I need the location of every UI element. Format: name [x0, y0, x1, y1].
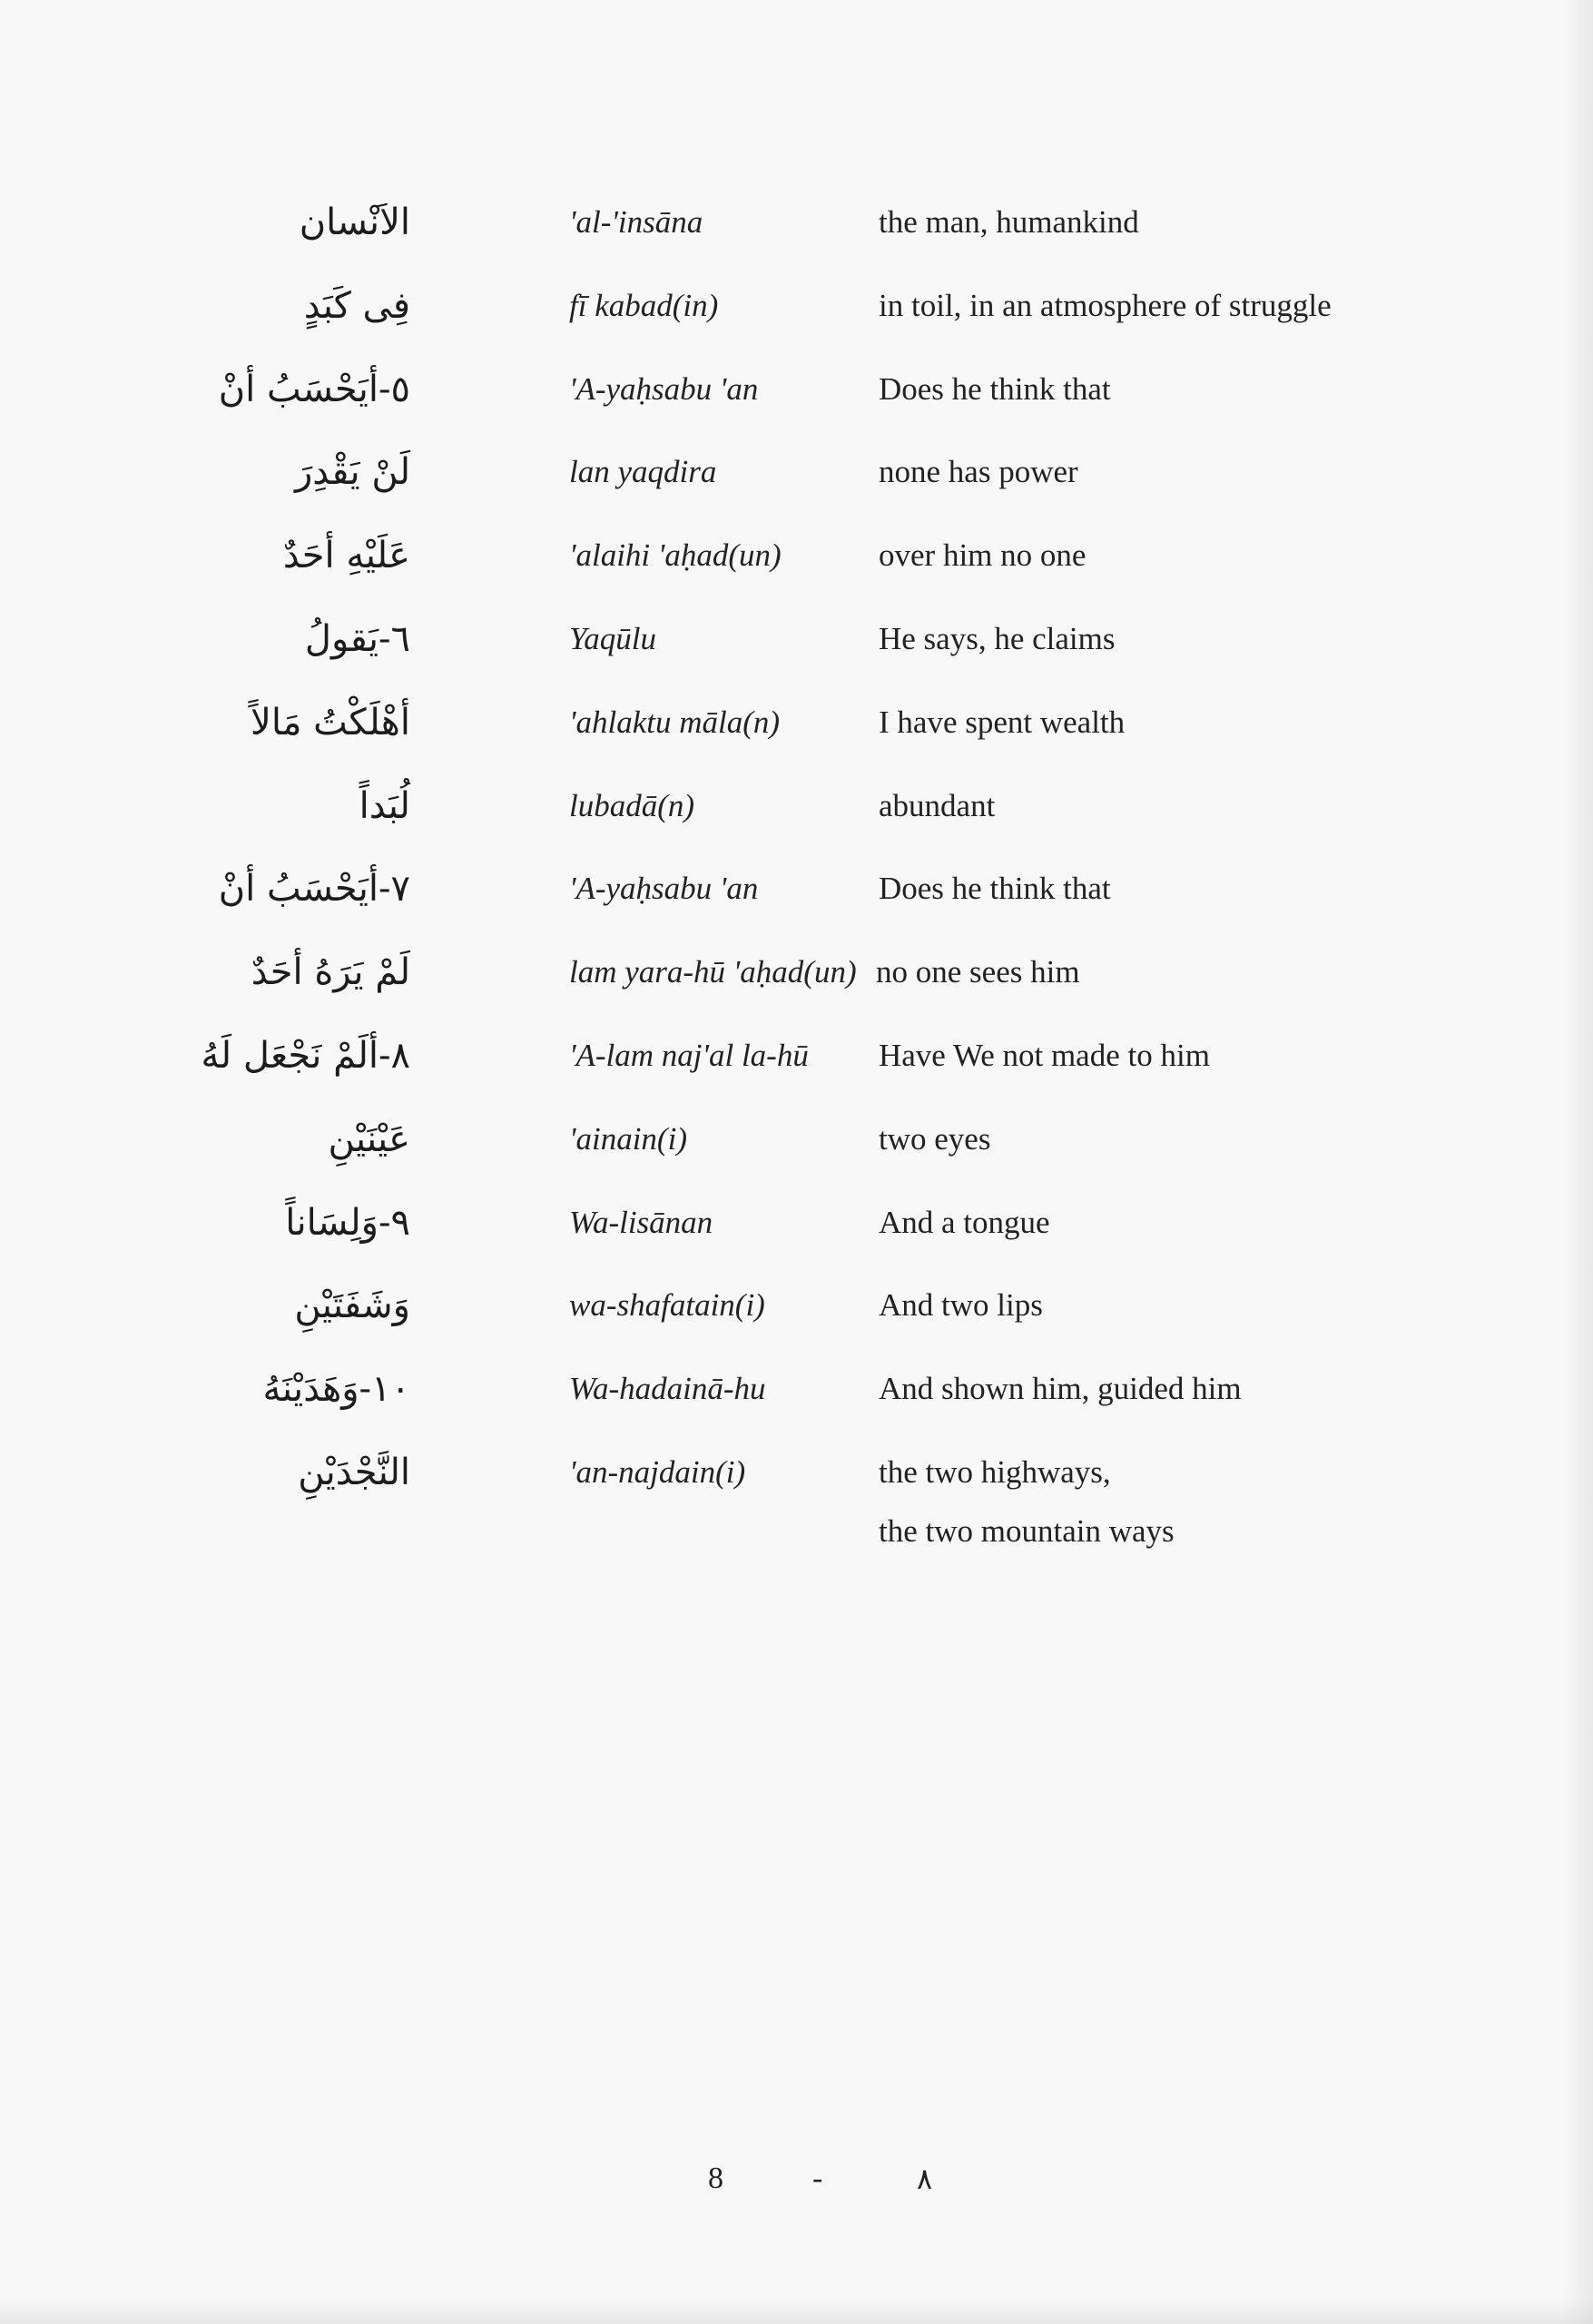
- vocab-row: [238, 1353, 1400, 1436]
- transliteration: Yaqūlu: [569, 620, 656, 656]
- arabic-word: لَنْ يَقْدِرَ: [294, 451, 410, 494]
- english-meaning: the two highways,: [879, 1453, 1111, 1490]
- arabic-word: أهْلَكْتُ مَالاً: [251, 701, 410, 743]
- vocab-row: [238, 519, 1400, 603]
- vocab-row: [218, 353, 1400, 437]
- english-meaning: over him no one: [879, 537, 1087, 574]
- arabic-word: النَّجْدَيْنِ: [298, 1451, 410, 1493]
- arabic-word: لُبَداً: [359, 784, 410, 827]
- arabic-word: لَمْ يَرَهُ أحَدٌ: [251, 951, 410, 994]
- arabic-word: ٨-ألَمْ نَجْعَل لَهُ: [201, 1034, 410, 1077]
- transliteration: Wa-lisānan: [569, 1204, 713, 1240]
- vocab-row: [238, 186, 1400, 270]
- transliteration: Wa-hadainā-hu: [569, 1371, 766, 1407]
- english-meaning: Does he think that: [879, 871, 1111, 907]
- page-footer: [0, 2159, 1593, 2204]
- vocab-row: [238, 1436, 1400, 1520]
- english-meaning: He says, he claims: [879, 620, 1116, 656]
- vocab-row: [238, 1103, 1400, 1187]
- arabic-word: فِى كَبَدٍ: [303, 284, 410, 327]
- transliteration: 'ainain(i): [569, 1120, 687, 1157]
- vocab-row: [238, 270, 1400, 353]
- vocab-row: [201, 1019, 1400, 1103]
- vocab-row: [238, 770, 1400, 853]
- transliteration: fī kabad(in): [569, 287, 719, 323]
- arabic-word: عَيْنَيْنِ: [328, 1118, 410, 1160]
- english-meaning: I have spent wealth: [879, 704, 1126, 740]
- page-number-arabic: ٨: [917, 2162, 933, 2196]
- arabic-word: ٩-وَلِسَاناً: [285, 1201, 410, 1244]
- vocab-row: [238, 603, 1400, 686]
- english-meaning-continuation: the two mountain ways: [879, 1513, 1175, 1549]
- transliteration: 'ahlaktu māla(n): [569, 704, 781, 740]
- english-meaning: And a tongue: [879, 1204, 1050, 1240]
- vocabulary-table: [201, 186, 1400, 1520]
- english-meaning: no one sees him: [876, 954, 1080, 990]
- arabic-word: الاَنْسان: [299, 202, 410, 243]
- transliteration: 'al-'insāna: [569, 204, 703, 240]
- transliteration: lubadā(n): [569, 787, 695, 823]
- english-meaning: in toil, in an atmosphere of struggle: [879, 287, 1332, 323]
- english-meaning: two eyes: [879, 1120, 991, 1157]
- page-bottom-shadow: [0, 2299, 1593, 2324]
- transliteration: lan yaqdira: [569, 454, 717, 490]
- arabic-word: ٧-أيَحْسَبُ أنْ: [218, 868, 410, 911]
- page-edge-shadow: [1562, 0, 1593, 2324]
- transliteration: lam yara-hū 'aḥad(un): [569, 954, 857, 990]
- page-number: 8: [708, 2162, 723, 2195]
- arabic-word: وَشَفَتَيْنِ: [294, 1285, 410, 1327]
- english-meaning: abundant: [879, 787, 996, 823]
- transliteration: 'an-najdain(i): [569, 1453, 746, 1490]
- english-meaning: Have We not made to him: [879, 1037, 1210, 1073]
- english-meaning: And shown him, guided him: [879, 1371, 1242, 1407]
- vocab-row: [238, 936, 1400, 1019]
- transliteration: 'A-yaḥsabu 'an: [569, 370, 759, 407]
- arabic-word: عَلَيْهِ أحَدٌ: [282, 535, 410, 577]
- page-number-separator: -: [812, 2162, 823, 2195]
- transliteration: 'alaihi 'aḥad(un): [569, 537, 782, 574]
- transliteration: 'A-yaḥsabu 'an: [569, 871, 759, 907]
- english-meaning: none has power: [879, 454, 1078, 490]
- vocab-row: [238, 436, 1400, 519]
- transliteration: 'A-lam naj'al la-hū: [569, 1037, 809, 1073]
- english-meaning: Does he think that: [879, 370, 1111, 407]
- vocab-row: [238, 1269, 1400, 1353]
- vocab-row: [238, 686, 1400, 770]
- vocab-row: [218, 852, 1400, 936]
- transliteration: wa-shafatain(i): [569, 1287, 765, 1324]
- arabic-word: ٥-أيَحْسَبُ أنْ: [218, 368, 410, 410]
- vocab-row: [238, 1187, 1400, 1270]
- english-meaning: And two lips: [879, 1287, 1043, 1324]
- english-meaning: the man, humankind: [879, 204, 1139, 240]
- arabic-word: ١٠-وَهَدَيْنَهُ: [262, 1368, 410, 1411]
- arabic-word: ٦-يَقولُ: [304, 617, 410, 660]
